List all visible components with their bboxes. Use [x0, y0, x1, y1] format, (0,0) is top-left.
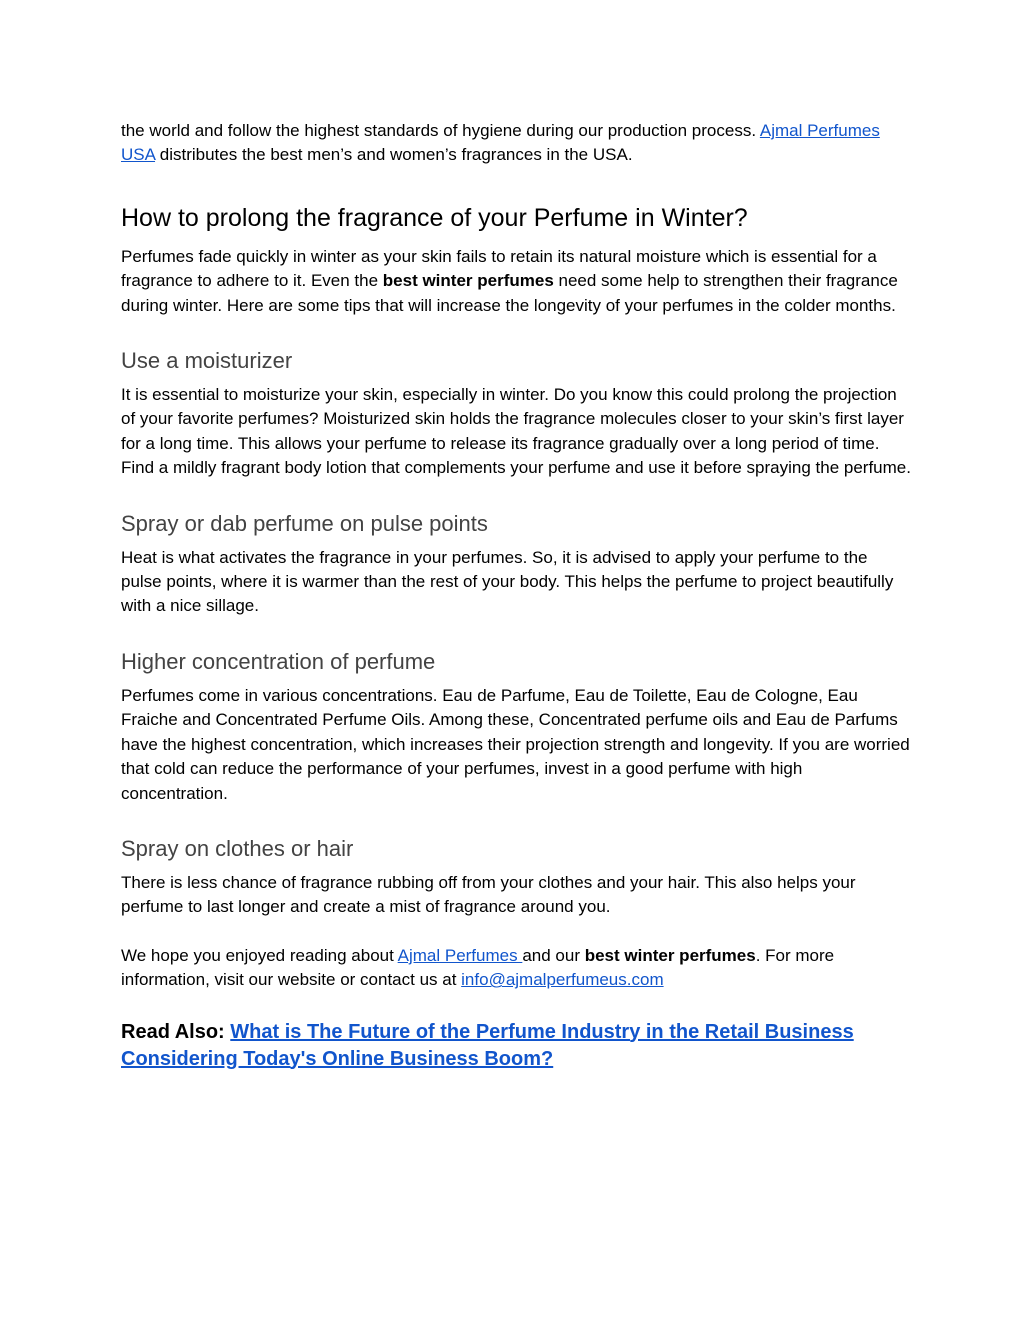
section-heading-concentration: Higher concentration of perfume	[121, 648, 436, 674]
main-paragraph-text-2: need some help to strengthen their fragrance during winter. Here are some tips that will increase the longevity of your perfumes in the colder months.	[121, 271, 898, 315]
intro-text-start: the world and follow the highest standards of hygiene during our production process.	[121, 121, 760, 140]
main-paragraph	[121, 245, 911, 318]
read-also-paragraph	[121, 1019, 911, 1073]
section-body-clothes-hair: There is less chance of fragrance rubbing off from your clothes and your hair. This also helps your perfume to last longer and create a mist of fragrance around you.	[121, 872, 856, 917]
ajmal-perfumes-usa-link[interactable]: Ajmal Perfumes USA	[121, 121, 880, 165]
document-page	[121, 119, 911, 1073]
section-body-moisturizer: It is essential to moisturize your skin, especially in winter. Do you know this could prolong the projection of your favorite perfumes? Moisturized skin holds the fragrance molecules closer to your skin’s first layer for a long time. This allows your perfume to release its fragrance gradually over a long period of time. Find a mildly fragrant body lotion that complements your perfume and use it before spraying the perfume.	[121, 385, 911, 478]
section-heading-moisturizer: Use a moisturizer	[121, 348, 293, 374]
closing-text-2: and our	[522, 945, 585, 965]
section-heading-pulse-points: Spray or dab perfume on pulse points	[121, 510, 488, 536]
intro-text-end: distributes the best men’s and women’s fragrances in the USA.	[155, 145, 633, 165]
main-paragraph-bold: best winter perfumes	[382, 271, 554, 291]
intro-paragraph	[121, 119, 911, 168]
section-body-concentration: Perfumes come in various concentrations. Eau de Parfume, Eau de Toilette, Eau de Cologne, Eau Fraiche and Concentrated Perfume Oils. Among these, Concentrated perfume oils and Eau de Parfums have the highest concentration, which increases their projection strength and longevity. If you are worried that cold can reduce the performance of your perfumes, invest in a good perfume with high concentration.	[121, 685, 910, 803]
read-also-article-link[interactable]: What is The Future of the Perfume Industry in the Retail Business Considering Today's Online Business Boom?	[121, 1020, 854, 1070]
section-heading-clothes-hair: Spray on clothes or hair	[121, 835, 354, 861]
email-link[interactable]: info@ajmalperfumeus.com	[461, 970, 664, 990]
section-body-pulse-points: Heat is what activates the fragrance in your perfumes. So, it is advised to apply your perfume to the pulse points, where it is warmer than the rest of your body. This helps the perfume to project beautifully with a nice sillage.	[121, 547, 894, 616]
closing-text-1: We hope you enjoyed reading about	[121, 945, 398, 965]
main-paragraph-text-1: Perfumes fade quickly in winter as your skin fails to retain its natural moisture which is essential for a fragrance to adhere to it. Even the	[121, 246, 877, 291]
ajmal-perfumes-link[interactable]: Ajmal Perfumes	[397, 945, 523, 965]
closing-text-3: . For more information, visit our website or contact us at	[121, 945, 835, 990]
main-heading: How to prolong the fragrance of your Perfume in Winter?	[121, 203, 748, 232]
closing-paragraph	[121, 944, 911, 993]
read-also-label: Read Also:	[121, 1020, 231, 1043]
closing-bold: best winter perfumes	[584, 945, 756, 965]
